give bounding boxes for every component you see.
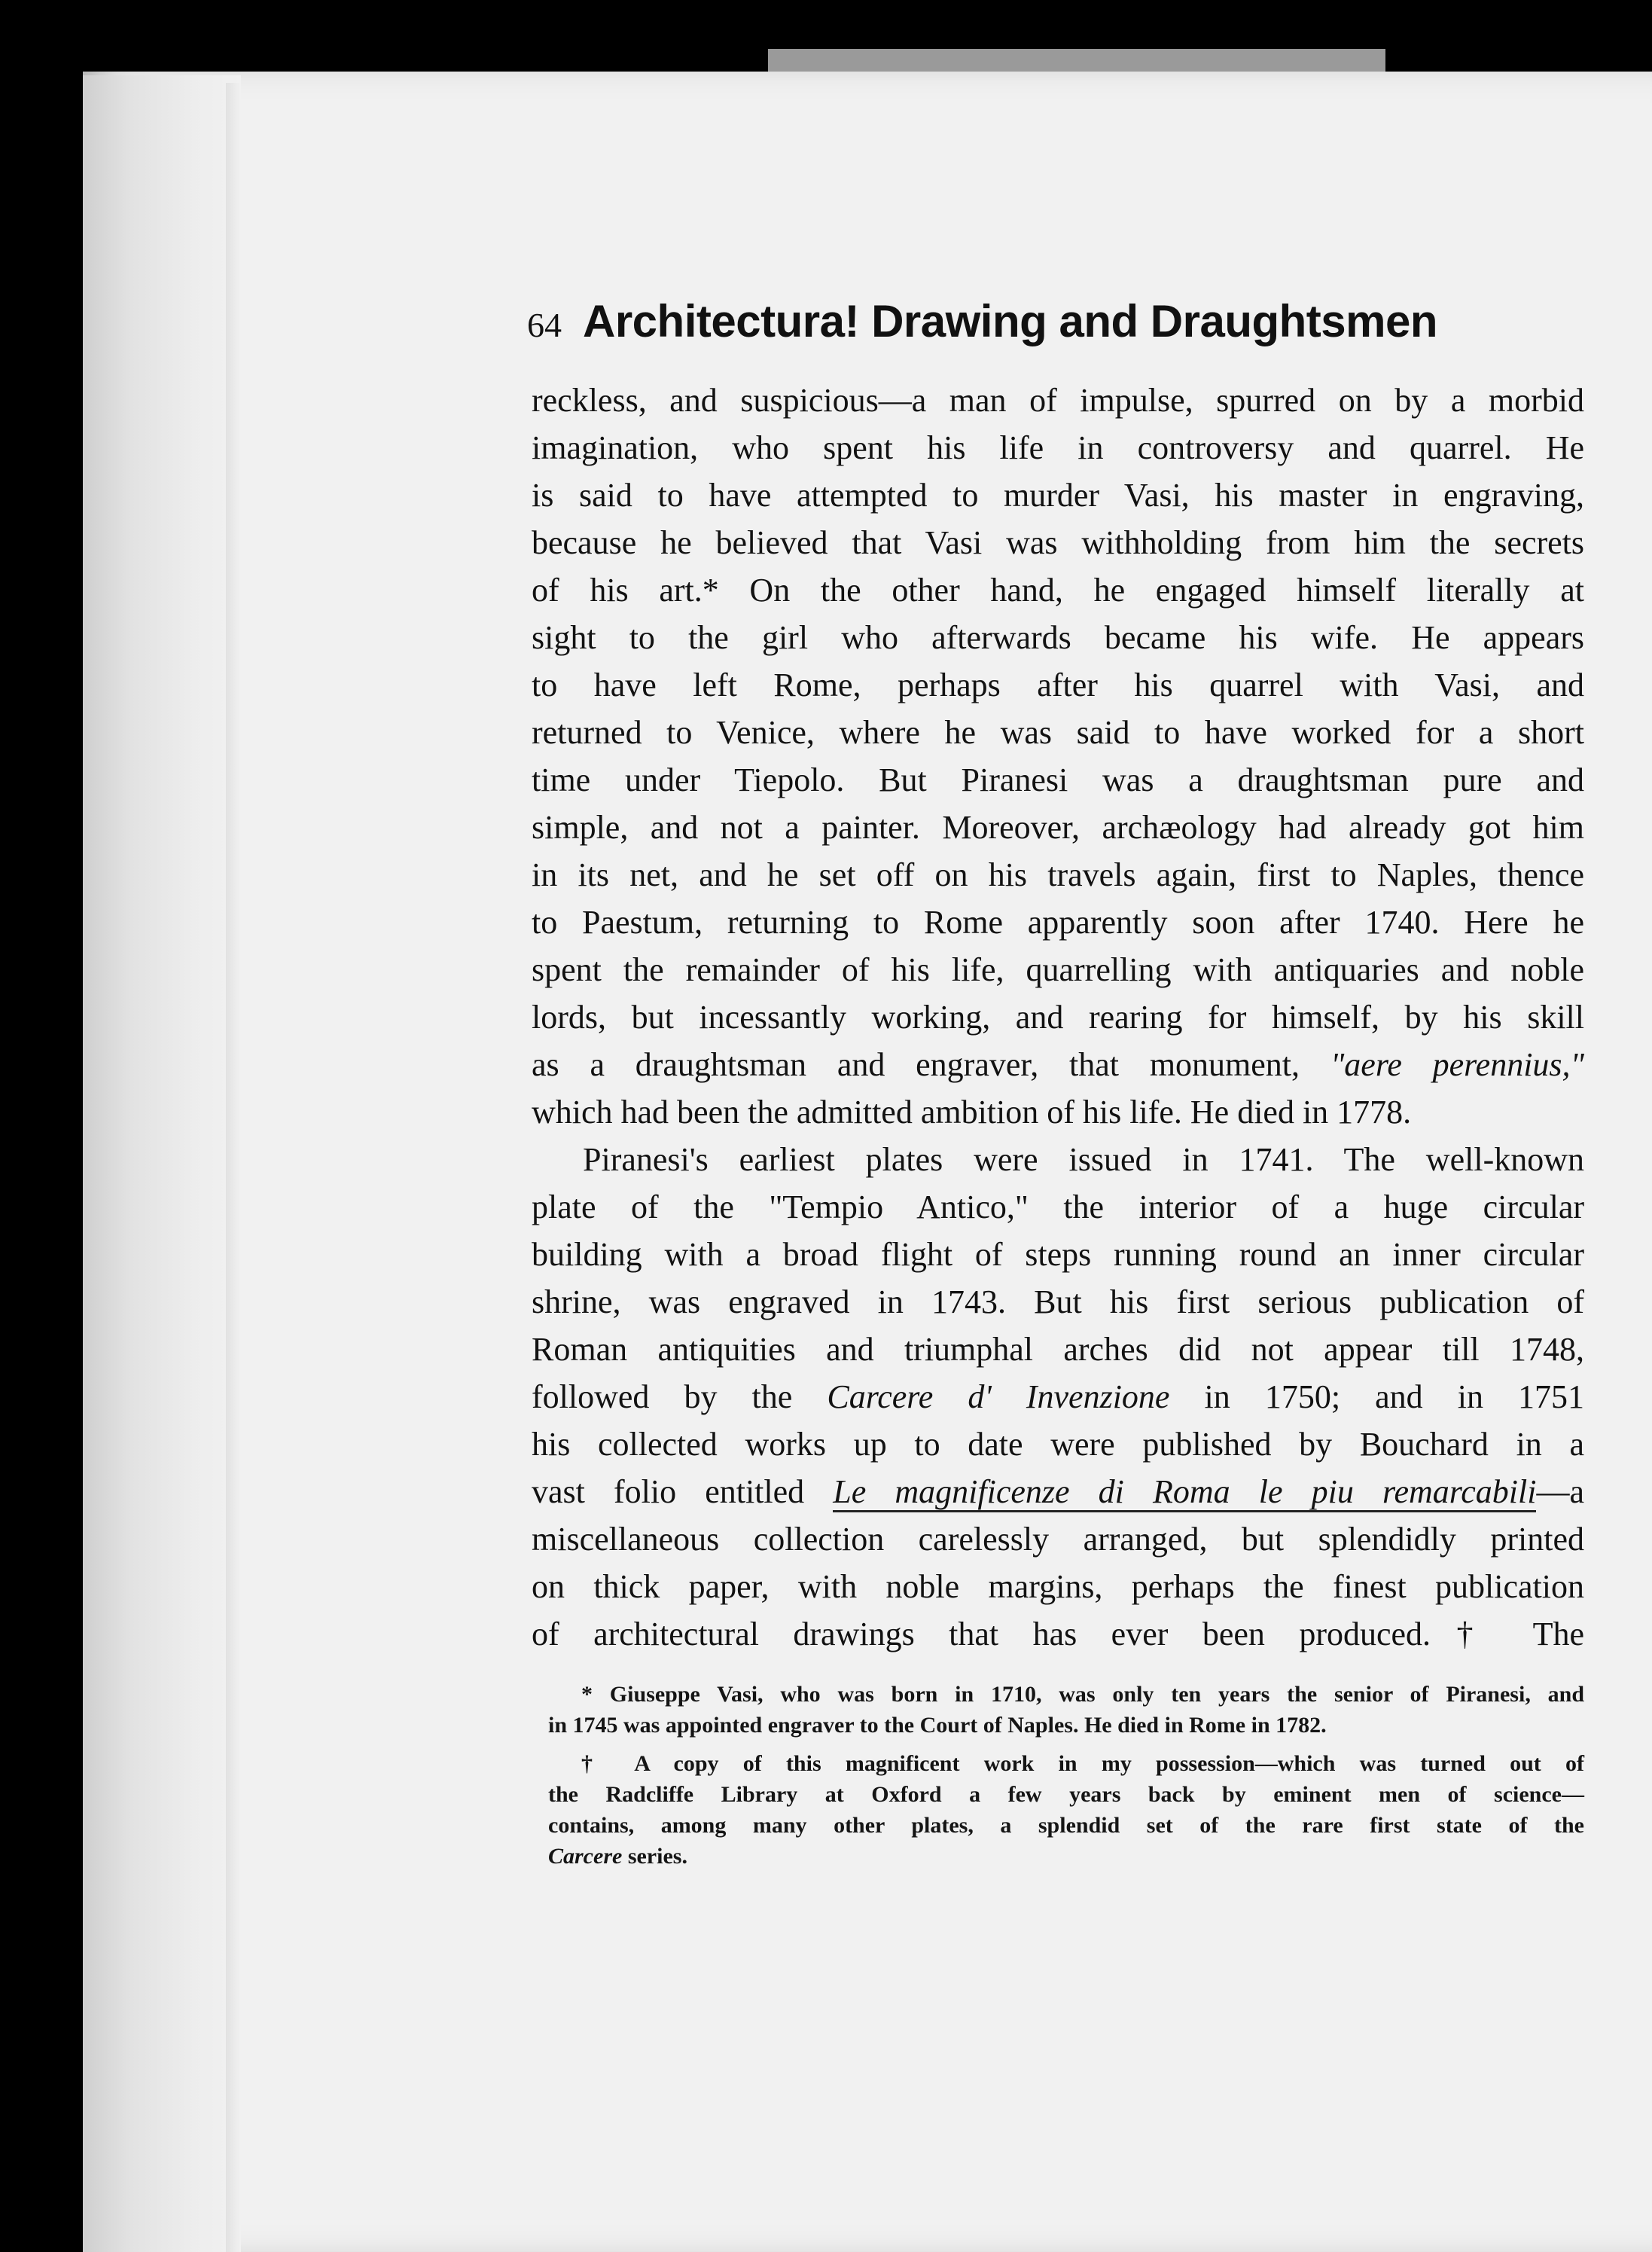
- footnote-line: in 1745 was appointed engraver to the Court of Naples. He died in Rome in 1782.: [548, 1713, 1327, 1738]
- text-line: of his art.* On the other hand, he engaged himself literally at: [532, 572, 1584, 609]
- footnote-line: the Radcliffe Library at Oxford a few years back by eminent men of science—: [548, 1782, 1584, 1807]
- text-span: in 1750; and in 1751: [1204, 1378, 1585, 1415]
- text-span: as a draughtsman and engraver, that monument,: [532, 1046, 1300, 1083]
- italic-phrase: "aere perennius,": [1330, 1046, 1585, 1083]
- page-edge-stack: [83, 75, 241, 2252]
- text-span: vast folio entitled: [532, 1473, 805, 1510]
- paragraph-1: [532, 377, 1584, 1136]
- text-line-compound: [532, 1041, 1584, 1088]
- footnote-line: contains, among many other plates, a splendid set of the rare first state of the: [548, 1813, 1584, 1838]
- text-line: Roman antiquities and triumphal arches did not appear till 1748,: [532, 1331, 1584, 1368]
- text-line: which had been the admitted ambition of his life. He died in 1778.: [532, 1094, 1412, 1131]
- text-line: because he believed that Vasi was withholding from him the secrets: [532, 524, 1584, 561]
- text-line: miscellaneous collection carelessly arranged, but splendidly printed: [532, 1521, 1584, 1558]
- footnote-line: * Giuseppe Vasi, who was born in 1710, was only ten years the senior of Piranesi, and: [581, 1682, 1584, 1707]
- text-line: Piranesi's earliest plates were issued in 1741. The well-known: [583, 1141, 1584, 1178]
- italic-title: Carcere d' Invenzione: [827, 1378, 1170, 1415]
- text-line: time under Tiepolo. But Piranesi was a draughtsman pure and: [532, 761, 1584, 798]
- italic-title: Carcere: [548, 1844, 623, 1869]
- underlined-italic-title: Le magnificenze di Roma le piu remarcabili: [833, 1473, 1536, 1512]
- text-line: sight to the girl who afterwards became his wife. He appears: [532, 619, 1584, 656]
- running-head: [527, 295, 1589, 363]
- text-line: in its net, and he set off on his travels again, first to Naples, thence: [532, 856, 1584, 893]
- page-number: 64: [527, 306, 562, 344]
- text-line: spent the remainder of his life, quarrelling with antiquaries and noble: [532, 951, 1584, 988]
- text-line: of architectural drawings that has ever been produced.† The: [532, 1616, 1584, 1652]
- footnote-line: † A copy of this magnificent work in my possession—which was turned out of: [581, 1751, 1584, 1776]
- text-line: returned to Venice, where he was said to have worked for a short: [532, 714, 1584, 751]
- page-gutter-shadow: [226, 83, 241, 2252]
- footnote-line-compound: [548, 1842, 1584, 1872]
- text-line: to Paestum, returning to Rome apparently soon after 1740. Here he: [532, 904, 1584, 941]
- text-span: —a: [1536, 1473, 1585, 1510]
- text-line: his collected works up to date were published by Bouchard in a: [532, 1426, 1584, 1463]
- paragraph-2: [532, 1136, 1584, 1658]
- text-line: building with a broad flight of steps running round an inner circular: [532, 1236, 1584, 1273]
- text-span: series.: [622, 1844, 687, 1869]
- text-line: reckless, and suspicious—a man of impulse, spurred on by a morbid: [532, 382, 1584, 419]
- running-title: Architectura! Drawing and Draughtsmen: [583, 296, 1438, 346]
- text-line: shrine, was engraved in 1743. But his first serious publication of: [532, 1283, 1584, 1320]
- footnotes: [548, 1680, 1584, 1872]
- text-line-compound: [532, 1468, 1584, 1515]
- text-line: on thick paper, with noble margins, perhaps the finest publication: [532, 1568, 1584, 1605]
- text-line: to have left Rome, perhaps after his quarrel with Vasi, and: [532, 667, 1584, 703]
- text-line: is said to have attempted to murder Vasi, his master in engraving,: [532, 477, 1584, 514]
- text-line: lords, but incessantly working, and rearing for himself, by his skill: [532, 999, 1584, 1036]
- text-line-compound: [532, 1373, 1584, 1420]
- text-line: simple, and not a painter. Moreover, archæology had already got him: [532, 809, 1584, 846]
- body-text: [532, 377, 1584, 1658]
- text-line: imagination, who spent his life in controversy and quarrel. He: [532, 429, 1584, 466]
- text-line: plate of the "Tempio Antico," the interior of a huge circular: [532, 1189, 1584, 1225]
- text-span: followed by the: [532, 1378, 793, 1415]
